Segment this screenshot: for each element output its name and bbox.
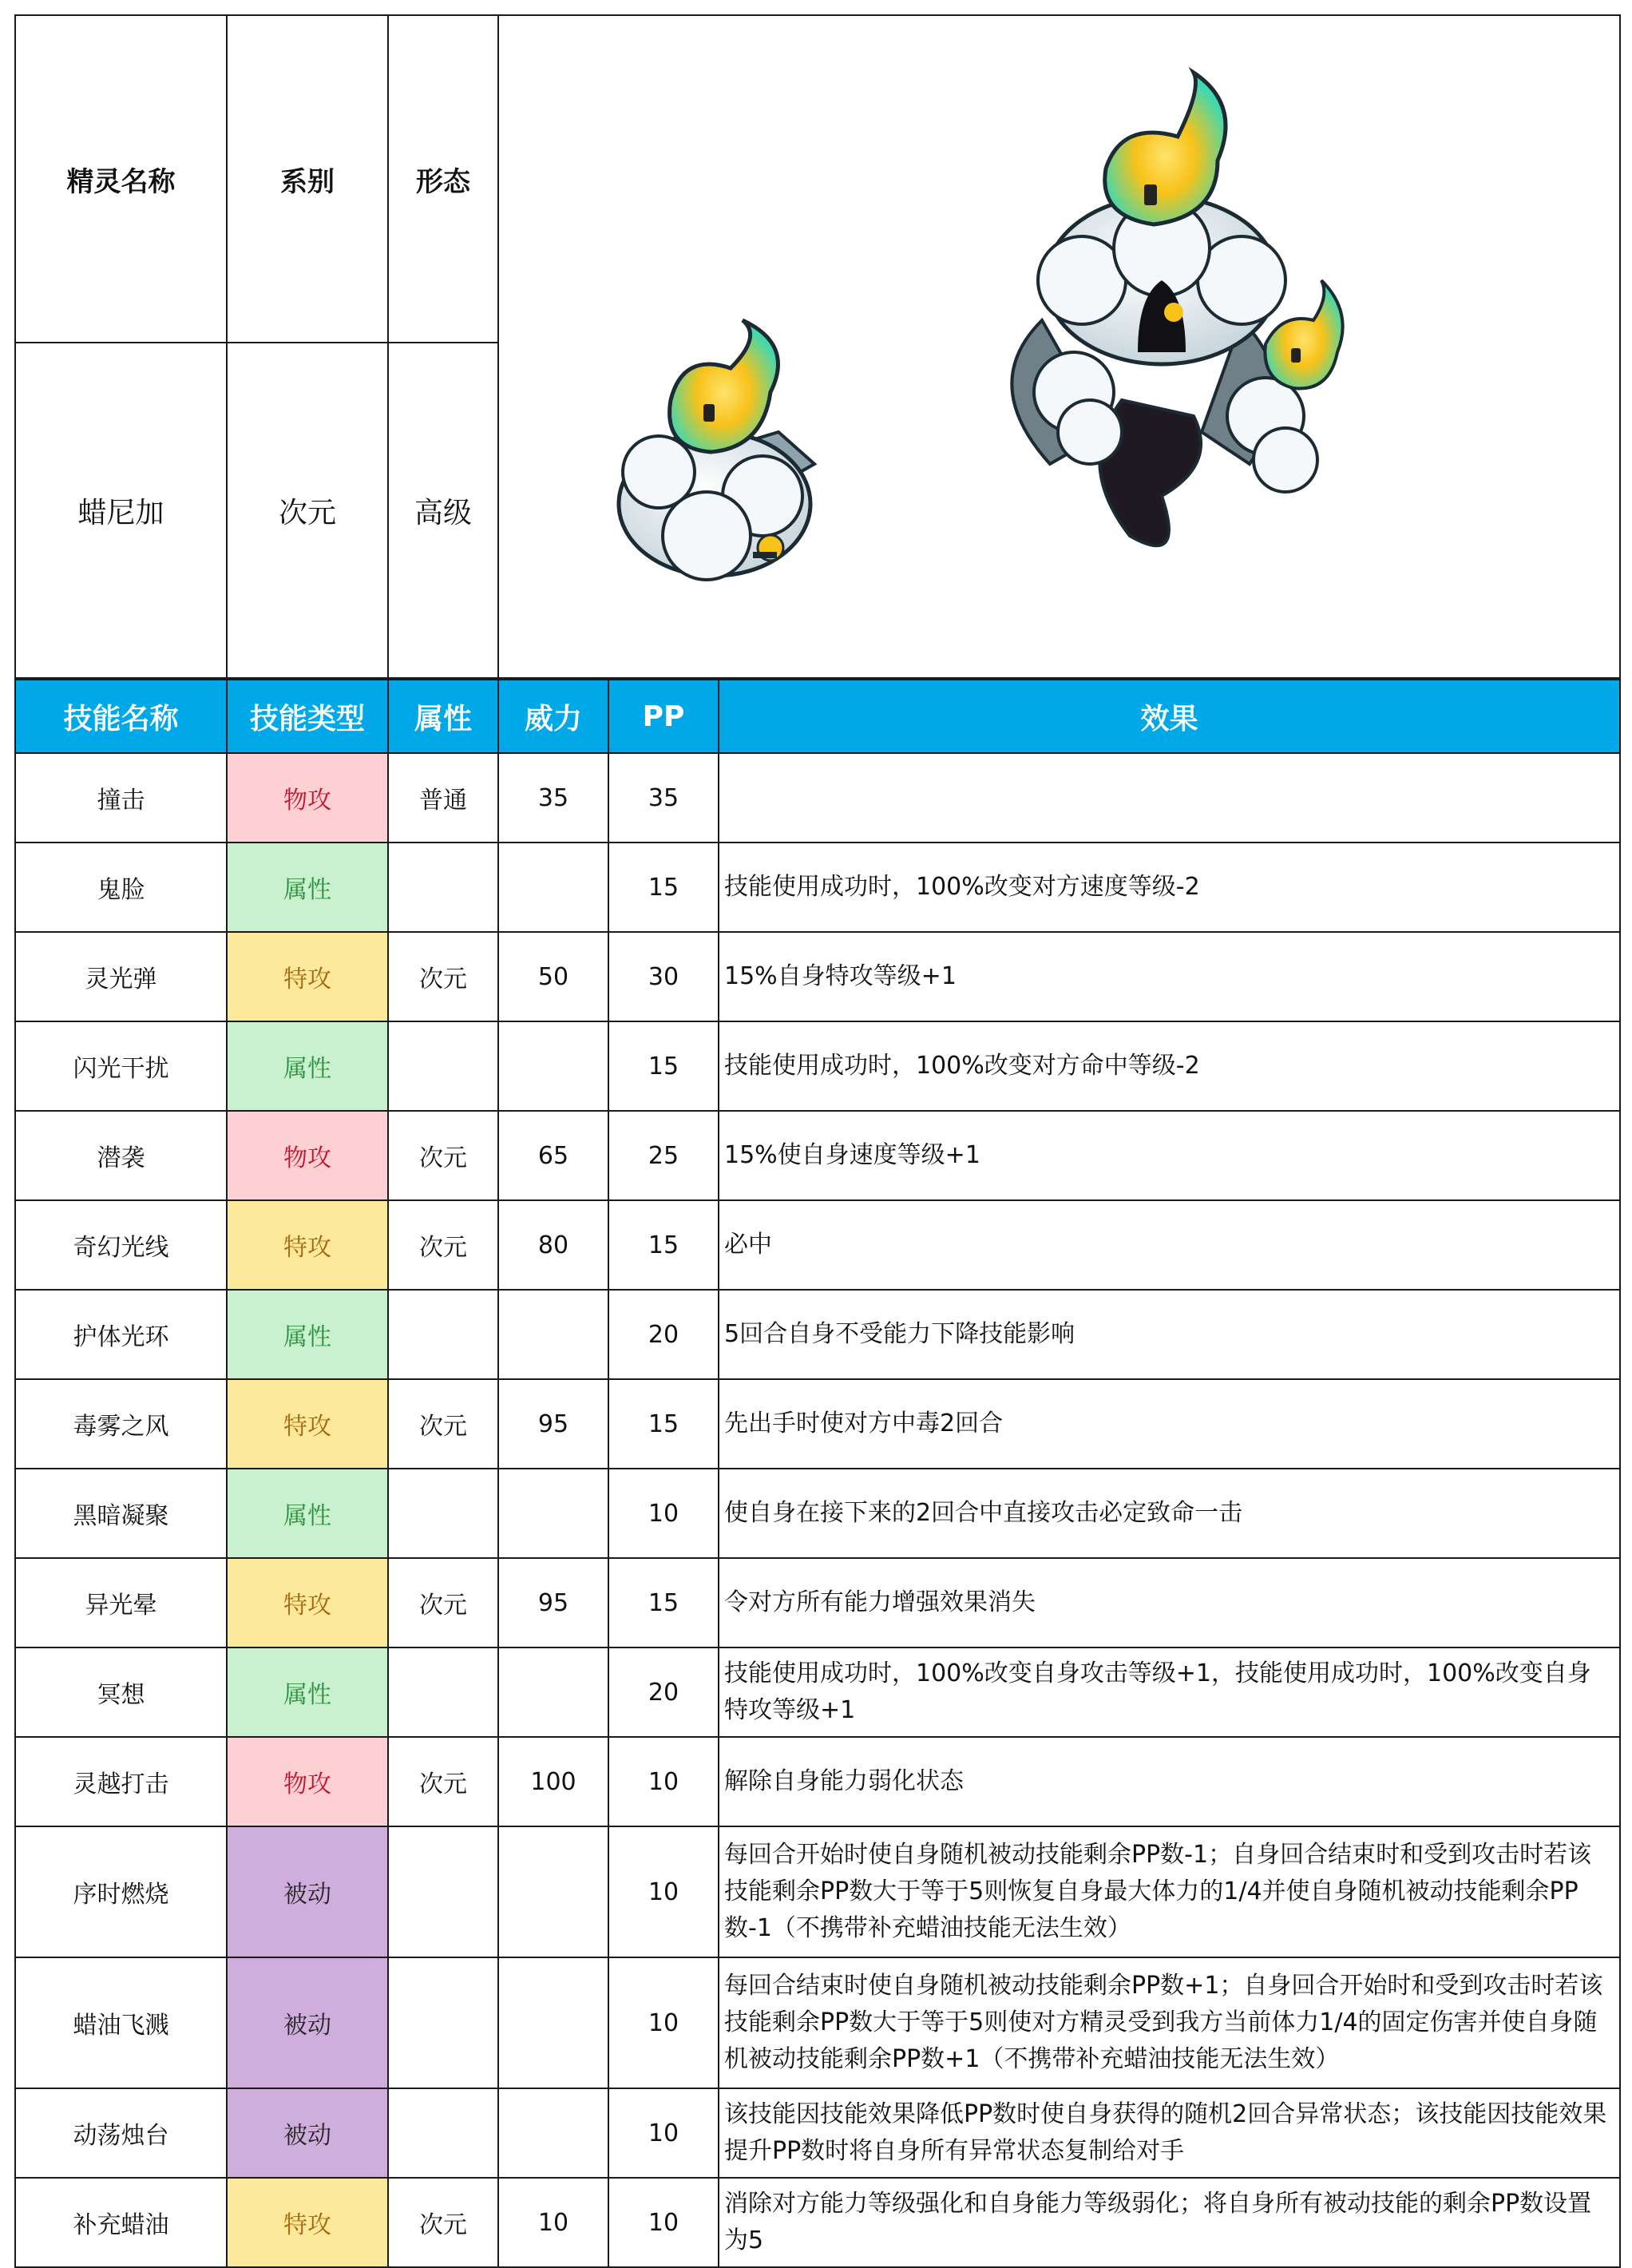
skill-power — [498, 1021, 608, 1111]
skill-type: 属性 — [227, 1290, 388, 1379]
skill-name: 黑暗凝聚 — [15, 1469, 227, 1558]
skill-name: 鬼脸 — [15, 843, 227, 932]
skill-power — [498, 843, 608, 932]
skill-type: 物攻 — [227, 1111, 388, 1200]
spirit-sheet — [14, 14, 1619, 2268]
skill-power: 95 — [498, 1558, 608, 1647]
skill-power — [498, 1469, 608, 1558]
skill-row — [15, 753, 1620, 843]
skill-row — [15, 1111, 1620, 1200]
skill-row — [15, 1558, 1620, 1647]
skill-type: 特攻 — [227, 1379, 388, 1469]
skill-type: 物攻 — [227, 1737, 388, 1826]
skill-type: 被动 — [227, 2088, 388, 2178]
skill-attribute — [388, 1826, 498, 1957]
skill-effect: 解除自身能力弱化状态 — [719, 1737, 1620, 1826]
skill-row — [15, 1957, 1620, 2088]
skill-attribute — [388, 843, 498, 932]
skill-attribute — [388, 2088, 498, 2178]
skill-type: 特攻 — [227, 2178, 388, 2267]
skill-power: 10 — [498, 2178, 608, 2267]
skill-attribute — [388, 1957, 498, 2088]
skill-row — [15, 1379, 1620, 1469]
skill-name: 闪光干扰 — [15, 1021, 227, 1111]
skill-name: 灵光弹 — [15, 932, 227, 1021]
skill-type: 被动 — [227, 1826, 388, 1957]
skill-name: 补充蜡油 — [15, 2178, 227, 2267]
skill-effect: 15%自身特攻等级+1 — [719, 932, 1620, 1021]
skill-type: 被动 — [227, 1957, 388, 2088]
skill-effect-header: 效果 — [719, 680, 1620, 753]
skill-type: 特攻 — [227, 1558, 388, 1647]
skill-name: 序时燃烧 — [15, 1826, 227, 1957]
skill-pp: 35 — [608, 753, 719, 843]
large-form-sprite — [1012, 73, 1342, 545]
skill-row — [15, 1826, 1620, 1957]
spirit-name: 蜡尼加 — [15, 343, 227, 678]
skill-name: 动荡烛台 — [15, 2088, 227, 2178]
skill-pp: 10 — [608, 1469, 719, 1558]
skill-effect: 消除对方能力等级强化和自身能力等级弱化；将自身所有被动技能的剩余PP数设置为5 — [719, 2178, 1620, 2267]
skill-effect: 技能使用成功时，100%改变对方速度等级-2 — [719, 843, 1620, 932]
skills-body — [15, 753, 1620, 2267]
skill-pp: 10 — [608, 2178, 719, 2267]
skill-power: 80 — [498, 1200, 608, 1290]
spirit-images — [498, 15, 1620, 678]
skill-effect: 技能使用成功时，100%改变对方命中等级-2 — [719, 1021, 1620, 1111]
skill-name: 异光晕 — [15, 1558, 227, 1647]
skill-attribute-header: 属性 — [388, 680, 498, 753]
skill-pp: 15 — [608, 1200, 719, 1290]
skill-attribute: 次元 — [388, 1737, 498, 1826]
skill-power — [498, 1647, 608, 1737]
skill-type-header: 技能类型 — [227, 680, 388, 753]
skill-attribute: 次元 — [388, 2178, 498, 2267]
skill-type: 属性 — [227, 1021, 388, 1111]
skill-effect: 每回合开始时使自身随机被动技能剩余PP数-1；自身回合结束时和受到攻击时若该技能剩余PP数大于等于5则恢复自身最大体力的1/4并使自身随机被动技能剩余PP数-1（不携带补充蜡油技能无法生效） — [719, 1826, 1620, 1957]
skill-name: 毒雾之风 — [15, 1379, 227, 1469]
skill-row — [15, 843, 1620, 932]
col-form-header: 形态 — [388, 15, 498, 343]
skill-pp: 20 — [608, 1290, 719, 1379]
skill-attribute — [388, 1021, 498, 1111]
skill-row — [15, 1647, 1620, 1737]
spirit-info-table — [14, 14, 1621, 679]
skill-row — [15, 1290, 1620, 1379]
spirit-form: 高级 — [388, 343, 498, 678]
skill-power: 95 — [498, 1379, 608, 1469]
skill-effect — [719, 753, 1620, 843]
skill-pp: 20 — [608, 1647, 719, 1737]
small-form-sprite — [619, 320, 814, 580]
skill-name: 冥想 — [15, 1647, 227, 1737]
skill-type: 物攻 — [227, 753, 388, 843]
skill-pp: 10 — [608, 1957, 719, 2088]
skill-type: 特攻 — [227, 932, 388, 1021]
skill-power: 100 — [498, 1737, 608, 1826]
skill-type: 属性 — [227, 1469, 388, 1558]
col-name-header: 精灵名称 — [15, 15, 227, 343]
skill-name: 灵越打击 — [15, 1737, 227, 1826]
skill-name: 蜡油飞溅 — [15, 1957, 227, 2088]
skill-attribute — [388, 1290, 498, 1379]
skill-pp-header: PP — [608, 680, 719, 753]
skill-power — [498, 2088, 608, 2178]
skills-table — [14, 679, 1621, 2268]
skill-effect: 5回合自身不受能力下降技能影响 — [719, 1290, 1620, 1379]
skill-attribute: 次元 — [388, 932, 498, 1021]
skill-type: 属性 — [227, 1647, 388, 1737]
skill-pp: 25 — [608, 1111, 719, 1200]
skill-pp: 15 — [608, 1379, 719, 1469]
skill-power: 50 — [498, 932, 608, 1021]
skill-pp: 10 — [608, 1826, 719, 1957]
skill-attribute: 次元 — [388, 1379, 498, 1469]
skill-name-header: 技能名称 — [15, 680, 227, 753]
skill-type: 属性 — [227, 843, 388, 932]
skill-name: 护体光环 — [15, 1290, 227, 1379]
skill-attribute: 次元 — [388, 1200, 498, 1290]
skill-effect: 必中 — [719, 1200, 1620, 1290]
skill-pp: 15 — [608, 843, 719, 932]
skill-effect: 每回合结束时使自身随机被动技能剩余PP数+1；自身回合开始时和受到攻击时若该技能剩余PP数大于等于5则使对方精灵受到我方当前体力1/4的固定伤害并使自身随机被动技能剩余PP数+1（不携带补充蜡油技能无法生效） — [719, 1957, 1620, 2088]
skill-effect: 该技能因技能效果降低PP数时使自身获得的随机2回合异常状态；该技能因技能效果提升PP数时将自身所有异常状态复制给对手 — [719, 2088, 1620, 2178]
spirit-series: 次元 — [227, 343, 388, 678]
skill-effect: 使自身在接下来的2回合中直接攻击必定致命一击 — [719, 1469, 1620, 1558]
skill-pp: 30 — [608, 932, 719, 1021]
skill-pp: 10 — [608, 2088, 719, 2178]
skill-effect: 令对方所有能力增强效果消失 — [719, 1558, 1620, 1647]
skill-attribute — [388, 1469, 498, 1558]
skill-power — [498, 1957, 608, 2088]
skill-name: 奇幻光线 — [15, 1200, 227, 1290]
skill-row — [15, 2178, 1620, 2267]
skill-power: 35 — [498, 753, 608, 843]
skill-power — [498, 1290, 608, 1379]
skill-attribute: 普通 — [388, 753, 498, 843]
skill-power-header: 威力 — [498, 680, 608, 753]
skill-row — [15, 932, 1620, 1021]
col-series-header: 系别 — [227, 15, 388, 343]
skill-power: 65 — [498, 1111, 608, 1200]
skill-pp: 15 — [608, 1021, 719, 1111]
skill-attribute — [388, 1647, 498, 1737]
skill-name: 潜袭 — [15, 1111, 227, 1200]
skill-row — [15, 1021, 1620, 1111]
skill-row — [15, 1737, 1620, 1826]
skill-effect: 15%使自身速度等级+1 — [719, 1111, 1620, 1200]
skill-name: 撞击 — [15, 753, 227, 843]
skill-pp: 10 — [608, 1737, 719, 1826]
skill-power — [498, 1826, 608, 1957]
skill-effect: 技能使用成功时，100%改变自身攻击等级+1，技能使用成功时，100%改变自身特攻等级+1 — [719, 1647, 1620, 1737]
skills-header-row — [15, 680, 1620, 753]
skill-pp: 15 — [608, 1558, 719, 1647]
spirit-illustration — [499, 17, 1621, 676]
skill-row — [15, 1200, 1620, 1290]
skill-attribute: 次元 — [388, 1558, 498, 1647]
skill-attribute: 次元 — [388, 1111, 498, 1200]
skill-row — [15, 1469, 1620, 1558]
skill-type: 特攻 — [227, 1200, 388, 1290]
skill-row — [15, 2088, 1620, 2178]
skill-effect: 先出手时使对方中毒2回合 — [719, 1379, 1620, 1469]
